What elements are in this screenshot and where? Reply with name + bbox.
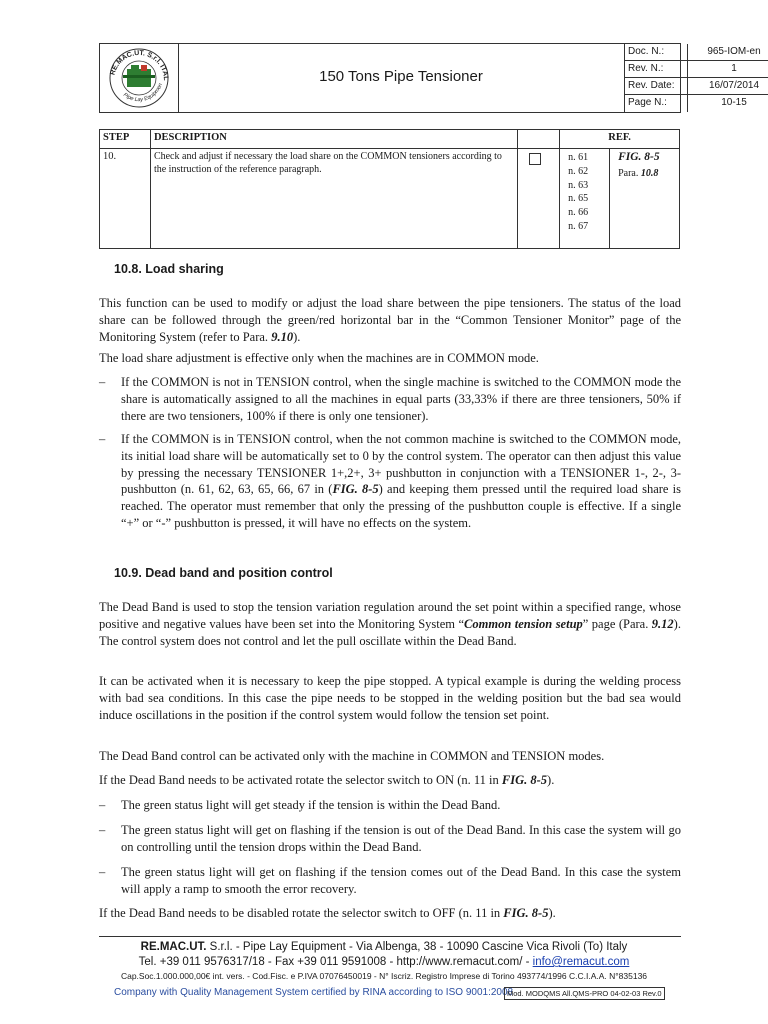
list-item-text: The green status light will get on flashing if the tension comes out of the Dead Band. In this case the system will apply a ramp to smooth the error recovery. (121, 865, 681, 896)
text-run: If the Dead Band needs to be disabled rotate the selector switch to OFF (n. 11 in (99, 906, 504, 920)
text-run: The Dead Band is used to stop the tension variation regulation around the set point within a specified range, whose positive and negative values have been set into the Monitoring System “ (99, 600, 681, 631)
table-row (100, 149, 680, 249)
fig-ref: FIG. 8-5 (332, 482, 379, 497)
meta-label: Rev. Date: (624, 78, 688, 94)
fig-ref: FIG. 8-5 (618, 151, 660, 163)
dash-bullet: – (99, 865, 106, 879)
doc-meta-table (624, 44, 768, 112)
ref-item: n. 63 (568, 179, 589, 191)
meta-value: 16/07/2014 (708, 80, 760, 91)
ref-item: n. 62 (568, 165, 589, 177)
dash-bullet: – (99, 432, 106, 446)
paragraph: It can be activated when it is necessary to keep the pipe stopped. A typical example is during the welding process with bad sea conditions. In this case the pipe needs to be stopped in the welding position but the bad sea would induce oscillations in the position if the control system would follow the tension set point. (99, 674, 681, 722)
section-heading-load-sharing: 10.8. Load sharing (114, 262, 224, 276)
meta-page-number (624, 95, 768, 112)
text-run: ” page (Para. (582, 616, 652, 631)
ref-figure (610, 149, 680, 249)
step-checkbox[interactable] (529, 153, 541, 165)
footer-module-code: Mod. MODQMS All.QMS-PRO 04-02-03 Rev.0 (504, 987, 665, 1000)
meta-label: Doc. N.: (624, 44, 688, 60)
company-name: RE.MAC.UT. (140, 941, 207, 953)
col-description-header: DESCRIPTION (150, 130, 517, 149)
step-table-header (100, 130, 680, 149)
contact-text: Tel. +39 011 9576317/18 - Fax +39 011 9591008 - http://www.remacut.com/ - (138, 956, 533, 968)
ref-numbers (560, 149, 610, 249)
text-run: If the Dead Band needs to be activated rotate the selector switch to ON (n. 11 in (99, 773, 502, 787)
ref-item: n. 65 (568, 193, 589, 205)
paragraph (99, 905, 681, 922)
document-title: 150 Tons Pipe Tensioner (319, 68, 483, 85)
paragraph (99, 295, 681, 345)
step-description: Check and adjust if necessary the load share on the COMMON tensioners according to the instruction of the reference paragraph. (150, 149, 517, 249)
ref-item: n. 67 (568, 220, 589, 232)
list-item-text: The green status light will get steady if the tension is within the Dead Band. (121, 798, 501, 812)
para-ref: 9.10 (271, 329, 294, 344)
fig-ref: FIG. 8-5 (501, 773, 548, 787)
step-number: 10. (100, 149, 151, 249)
meta-rev-number (624, 61, 768, 78)
text-run: This function can be used to modify or adjust the load share between the pipe tensioners. The status of the load share can be followed through the green/red horizontal bar in the “Common Tensioner Monitor” page of the Monitoring System (refer to Para. (99, 296, 681, 344)
remacut-logo-icon (100, 44, 178, 112)
meta-rev-date (624, 78, 768, 95)
para-label: Para. (618, 168, 639, 179)
para-value: 10.8 (640, 168, 659, 179)
text-run: ). (293, 329, 301, 344)
dash-bullet: – (99, 375, 106, 389)
para-ref: 9.12 (651, 616, 674, 631)
list-item-text (121, 431, 681, 532)
page-ref: Common tension setup (464, 616, 583, 631)
footer-company-line (0, 941, 768, 953)
svg-text:Pipe Lay Equipment: Pipe Lay Equipmen (121, 82, 164, 104)
step-checkbox-cell (518, 149, 560, 249)
col-check-header (518, 130, 560, 149)
paragraph: The load share adjustment is effective only when the machines are in COMMON mode. (99, 351, 539, 365)
document-header (99, 43, 761, 113)
dash-bullet: – (99, 823, 106, 837)
meta-value: 1 (731, 63, 737, 74)
ref-item: n. 61 (568, 152, 589, 163)
meta-label: Rev. N.: (624, 61, 688, 77)
company-address: S.r.l. - Pipe Lay Equipment - Via Albenga, 38 - 10090 Cascine Vica Rivoli (To) Italy (206, 941, 628, 953)
paragraph: The Dead Band control can be activated only with the machine in COMMON and TENSION modes. (99, 749, 605, 763)
meta-doc-number (624, 44, 768, 61)
meta-value: 965-IOM-en (707, 46, 761, 57)
footer-contact-line (0, 956, 768, 968)
dash-bullet: – (99, 798, 106, 812)
paragraph (99, 772, 681, 789)
footer-divider (99, 936, 681, 937)
meta-label: Page N.: (624, 95, 688, 112)
step-table (99, 129, 680, 249)
fig-ref: FIG. 8-5 (503, 906, 549, 920)
footer-registration-line: Cap.Soc.1.000.000,00€ int. vers. - Cod.Fisc. e P.IVA 07076450019 - N° Iscriz. Registro Imprese di Torino 493774/1996 C.C.I.A.A. N°835136 (120, 971, 648, 981)
col-step-header: STEP (100, 130, 151, 149)
text-run: ) and keeping them pressed until the required load share is reached. The operator must remember that only the pressing of the pushbutton couple is effective. If a single “+” or “-” pushbutton is pressed, it will have no effects on the system. (121, 482, 681, 530)
email-link[interactable]: info@remacut.com (532, 956, 630, 968)
svg-text:RE.MAC.UT. S.r.l. ITALY: RE.MAC.UT. S.r.l. ITAL (109, 49, 170, 81)
text-run: ). (548, 906, 556, 920)
col-ref-header: REF. (560, 130, 680, 149)
ref-item: n. 66 (568, 207, 589, 219)
paragraph (99, 599, 681, 649)
text-run: ). (547, 773, 555, 787)
text-run: ). The control system does not control and let the pull oscillate within the Dead Band. (99, 616, 681, 648)
title-cell (178, 44, 625, 112)
company-logo (100, 44, 179, 112)
list-item-text: The green status light will get on flashing if the tension is out of the Dead Band. In this case the system will go on controlling until the tension drops within the Dead Band. (121, 823, 681, 854)
footer-quality-line: Company with Quality Management System certified by RINA according to ISO 9001:2008 (114, 987, 514, 998)
section-heading-dead-band: 10.9. Dead band and position control (114, 566, 333, 580)
meta-value: 10-15 (721, 97, 747, 108)
para-ref (618, 168, 676, 179)
list-item-text: If the COMMON is not in TENSION control, when the single machine is switched to the COMMON mode the share is automatically assigned to all the machines in equal parts (33,33% if there are three tensioners, 50% if there are two tensioners, 100% if there is only one tensioner). (121, 375, 681, 423)
text-run: If the COMMON is in TENSION control, when the not common machine is switched to the COMMON mode, its initial load share will be automatically set to 0 by the control system. The operator can then adjust this value by pressing the necessary TENSIONER 1+,2+, 3+ pushbutton in conjunction with a TENSIONER 1-, 2-, 3- pushbutton (n. 61, 62, 63, 65, 66, 67 in ( (121, 432, 681, 497)
